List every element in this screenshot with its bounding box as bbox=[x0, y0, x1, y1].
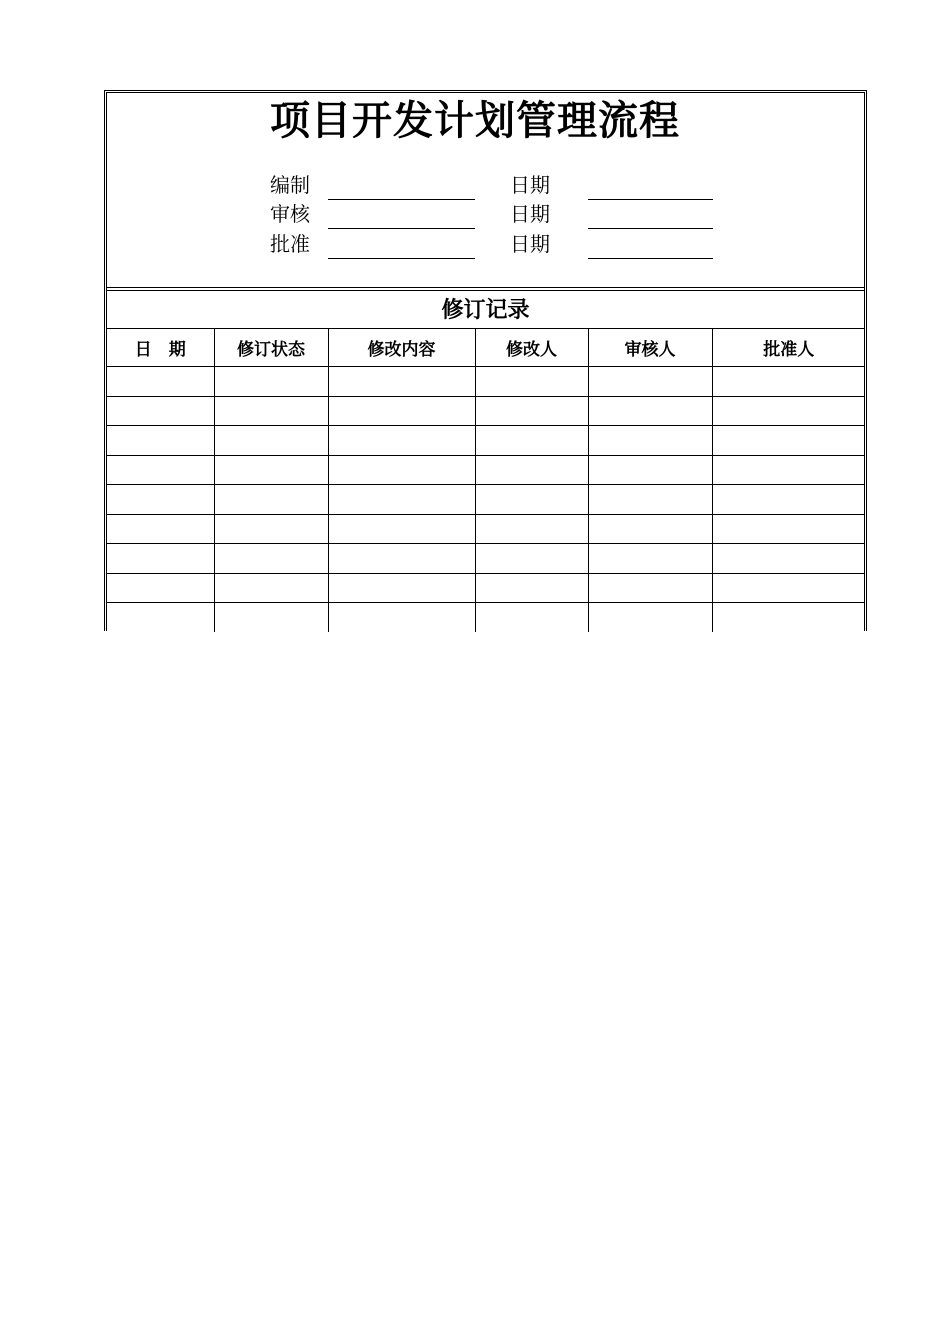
cell-status[interactable] bbox=[214, 396, 328, 426]
cell-approver[interactable] bbox=[712, 367, 865, 397]
signoff-row-review bbox=[270, 199, 720, 229]
signoff-row-approve bbox=[270, 229, 720, 259]
signoff-date-label: 日期 bbox=[510, 232, 550, 256]
cell-status[interactable] bbox=[214, 603, 328, 632]
cell-reviewer[interactable] bbox=[588, 544, 712, 574]
column-header-modifier: 修改人 bbox=[475, 329, 588, 367]
table-row bbox=[107, 485, 865, 515]
cell-approver[interactable] bbox=[712, 396, 865, 426]
cell-content[interactable] bbox=[328, 573, 475, 603]
column-header-reviewer: 审核人 bbox=[588, 329, 712, 367]
cell-approver[interactable] bbox=[712, 544, 865, 574]
cell-approver[interactable] bbox=[712, 426, 865, 456]
column-header-content: 修改内容 bbox=[328, 329, 475, 367]
table-row bbox=[107, 514, 865, 544]
signoff-name-line[interactable] bbox=[328, 258, 475, 259]
signoff-date-label: 日期 bbox=[510, 173, 550, 197]
cell-modifier[interactable] bbox=[475, 426, 588, 456]
cell-content[interactable] bbox=[328, 367, 475, 397]
table-row bbox=[107, 573, 865, 603]
table-row bbox=[107, 396, 865, 426]
cell-modifier[interactable] bbox=[475, 573, 588, 603]
cell-content[interactable] bbox=[328, 544, 475, 574]
table-row bbox=[107, 603, 865, 632]
cell-reviewer[interactable] bbox=[588, 485, 712, 515]
cell-reviewer[interactable] bbox=[588, 455, 712, 485]
signoff-label: 审核 bbox=[270, 202, 310, 226]
section-divider bbox=[107, 287, 864, 291]
cell-content[interactable] bbox=[328, 455, 475, 485]
cell-status[interactable] bbox=[214, 514, 328, 544]
cell-status[interactable] bbox=[214, 544, 328, 574]
cell-date[interactable] bbox=[107, 544, 214, 574]
table-row bbox=[107, 544, 865, 574]
signoff-date-line[interactable] bbox=[588, 258, 713, 259]
cell-content[interactable] bbox=[328, 426, 475, 456]
column-header-date: 日 期 bbox=[107, 329, 214, 367]
cell-reviewer[interactable] bbox=[588, 396, 712, 426]
column-header-approver: 批准人 bbox=[712, 329, 865, 367]
cell-content[interactable] bbox=[328, 514, 475, 544]
cell-modifier[interactable] bbox=[475, 396, 588, 426]
cell-date[interactable] bbox=[107, 455, 214, 485]
cell-modifier[interactable] bbox=[475, 514, 588, 544]
cell-date[interactable] bbox=[107, 573, 214, 603]
cell-modifier[interactable] bbox=[475, 455, 588, 485]
cell-reviewer[interactable] bbox=[588, 426, 712, 456]
cell-approver[interactable] bbox=[712, 485, 865, 515]
cell-approver[interactable] bbox=[712, 603, 865, 632]
cell-reviewer[interactable] bbox=[588, 367, 712, 397]
cell-modifier[interactable] bbox=[475, 544, 588, 574]
cell-status[interactable] bbox=[214, 426, 328, 456]
signoff-row-compile bbox=[270, 170, 720, 200]
cell-date[interactable] bbox=[107, 426, 214, 456]
cell-reviewer[interactable] bbox=[588, 603, 712, 632]
cell-approver[interactable] bbox=[712, 573, 865, 603]
signoff-date-label: 日期 bbox=[510, 202, 550, 226]
cell-date[interactable] bbox=[107, 396, 214, 426]
cell-reviewer[interactable] bbox=[588, 514, 712, 544]
table-row bbox=[107, 367, 865, 397]
cell-modifier[interactable] bbox=[475, 367, 588, 397]
cell-reviewer[interactable] bbox=[588, 573, 712, 603]
cell-date[interactable] bbox=[107, 485, 214, 515]
cell-date[interactable] bbox=[107, 514, 214, 544]
revision-header-row bbox=[107, 329, 865, 367]
cell-status[interactable] bbox=[214, 485, 328, 515]
cell-date[interactable] bbox=[107, 367, 214, 397]
revision-section-title: 修订记录 bbox=[441, 297, 530, 323]
signoff-label: 编制 bbox=[270, 173, 310, 197]
cell-modifier[interactable] bbox=[475, 603, 588, 632]
signoff-label: 批准 bbox=[270, 232, 310, 256]
table-row bbox=[107, 455, 865, 485]
cell-status[interactable] bbox=[214, 367, 328, 397]
cell-approver[interactable] bbox=[712, 514, 865, 544]
column-header-status: 修订状态 bbox=[214, 329, 328, 367]
cell-content[interactable] bbox=[328, 396, 475, 426]
cell-approver[interactable] bbox=[712, 455, 865, 485]
cell-date[interactable] bbox=[107, 603, 214, 632]
cell-status[interactable] bbox=[214, 455, 328, 485]
table-row bbox=[107, 426, 865, 456]
document-title: 项目开发计划管理流程 bbox=[270, 97, 680, 144]
cell-modifier[interactable] bbox=[475, 485, 588, 515]
revision-table bbox=[107, 328, 865, 632]
cell-status[interactable] bbox=[214, 573, 328, 603]
cell-content[interactable] bbox=[328, 603, 475, 632]
cell-content[interactable] bbox=[328, 485, 475, 515]
